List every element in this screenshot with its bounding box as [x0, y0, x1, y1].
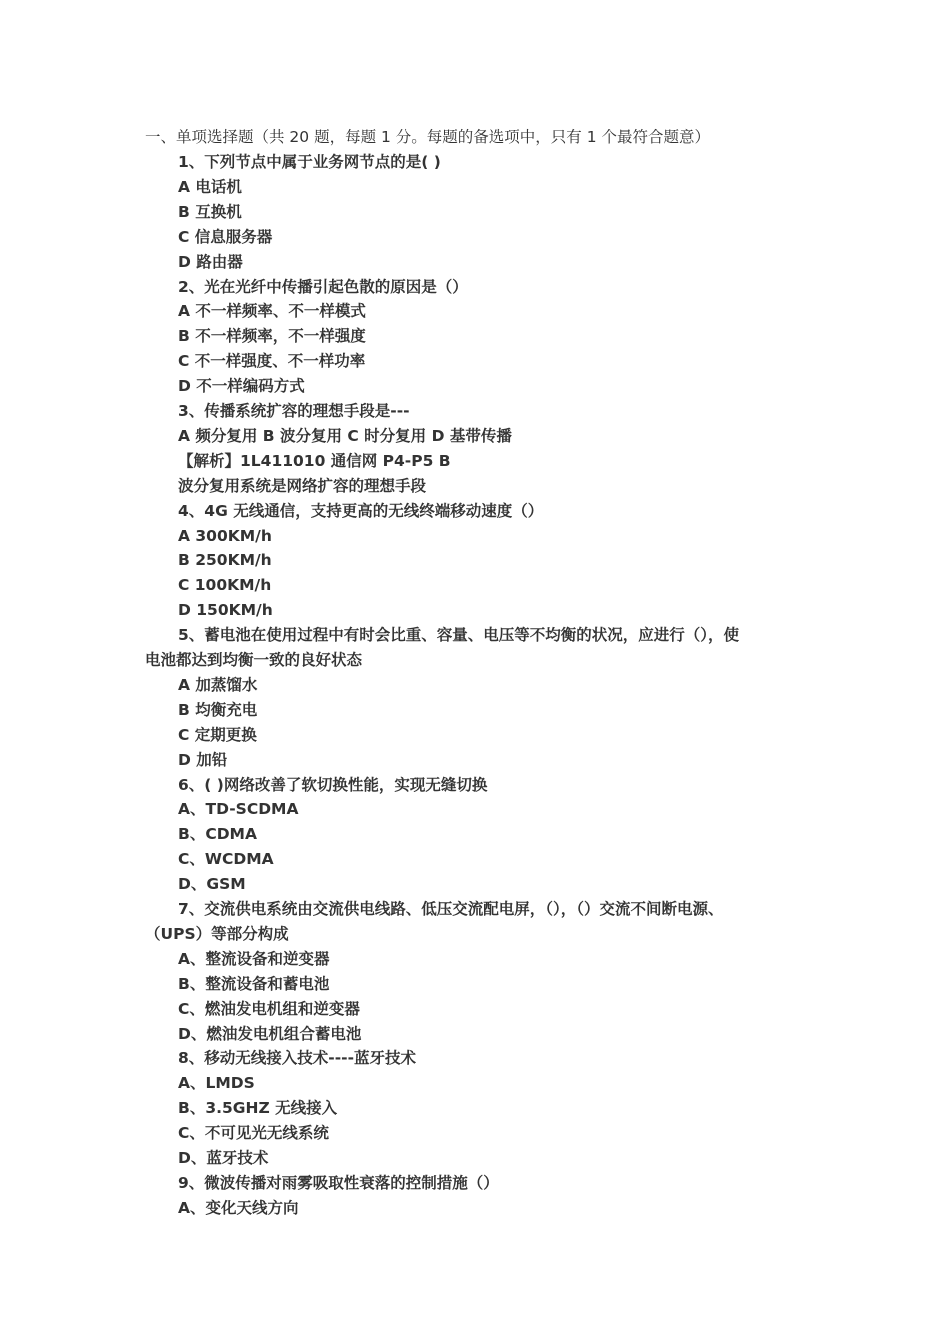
option-line: D 150KM/h: [178, 601, 273, 619]
option-line: 波分复用系统是网络扩容的理想手段: [178, 477, 427, 495]
option-line: A、变化天线方向: [178, 1199, 299, 1217]
option-line: D 加铅: [178, 751, 228, 769]
option-line: A、LMDS: [178, 1074, 255, 1092]
option-line: A 不一样频率、不一样模式: [178, 302, 366, 320]
question-line: 6、( )网络改善了软切换性能，实现无缝切换: [178, 776, 488, 794]
option-line: D 不一样编码方式: [178, 377, 305, 395]
option-line: B 250KM/h: [178, 551, 272, 569]
question-line: 5、蓄电池在使用过程中有时会比重、容量、电压等不均衡的状况，应进行（），使: [178, 626, 740, 644]
option-line: B 均衡充电: [178, 701, 258, 719]
option-line: A、整流设备和逆变器: [178, 950, 330, 968]
option-line: B、3.5GHZ 无线接入: [178, 1099, 338, 1117]
option-line: 【解析】1L411010 通信网 P4-P5 B: [178, 452, 451, 470]
option-line: C 100KM/h: [178, 576, 272, 594]
option-line: C、燃油发电机组和逆变器: [178, 1000, 360, 1018]
option-line: C 不一样强度、不一样功率: [178, 352, 366, 370]
option-line: D、GSM: [178, 875, 246, 893]
option-line: B、整流设备和蓄电池: [178, 975, 330, 993]
option-line: B 互换机: [178, 203, 242, 221]
question-line: 8、移动无线接入技术----蓝牙技术: [178, 1049, 417, 1067]
option-line: A 300KM/h: [178, 527, 272, 545]
option-line: C、WCDMA: [178, 850, 274, 868]
option-line: A 电话机: [178, 178, 242, 196]
option-line: A 频分复用 B 波分复用 C 时分复用 D 基带传播: [178, 427, 512, 445]
question-line: 7、交流供电系统由交流供电线路、低压交流配电屏，（），（）交流不间断电源、: [178, 900, 724, 918]
question-line: 1、下列节点中属于业务网节点的是( ): [178, 153, 441, 171]
option-line: B、CDMA: [178, 825, 257, 843]
option-line: A、TD-SCDMA: [178, 800, 299, 818]
question-line: 9、微波传播对雨雾吸取性衰落的控制措施（）: [178, 1174, 499, 1192]
question-line: 2、光在光纤中传播引起色散的原因是（）: [178, 278, 468, 296]
option-line: D 路由器: [178, 253, 243, 271]
option-line: C 信息服务器: [178, 228, 273, 246]
option-line: C、不可见光无线系统: [178, 1124, 329, 1142]
option-line: B 不一样频率，不一样强度: [178, 327, 366, 345]
option-line: D、蓝牙技术: [178, 1149, 269, 1167]
option-line: A 加蒸馏水: [178, 676, 258, 694]
option-line: C 定期更换: [178, 726, 257, 744]
question-line-continued: （UPS）等部分构成: [145, 925, 289, 943]
section-title: 一、单项选择题（共 20 题，每题 1 分。每题的备选项中，只有 1 个最符合题意）: [145, 128, 711, 146]
option-line: D、燃油发电机组合蓄电池: [178, 1025, 362, 1043]
question-line: 4、4G 无线通信，支持更高的无线终端移动速度（）: [178, 502, 544, 520]
question-line-continued: 电池都达到均衡一致的良好状态: [145, 651, 363, 669]
question-line: 3、传播系统扩容的理想手段是---: [178, 402, 410, 420]
